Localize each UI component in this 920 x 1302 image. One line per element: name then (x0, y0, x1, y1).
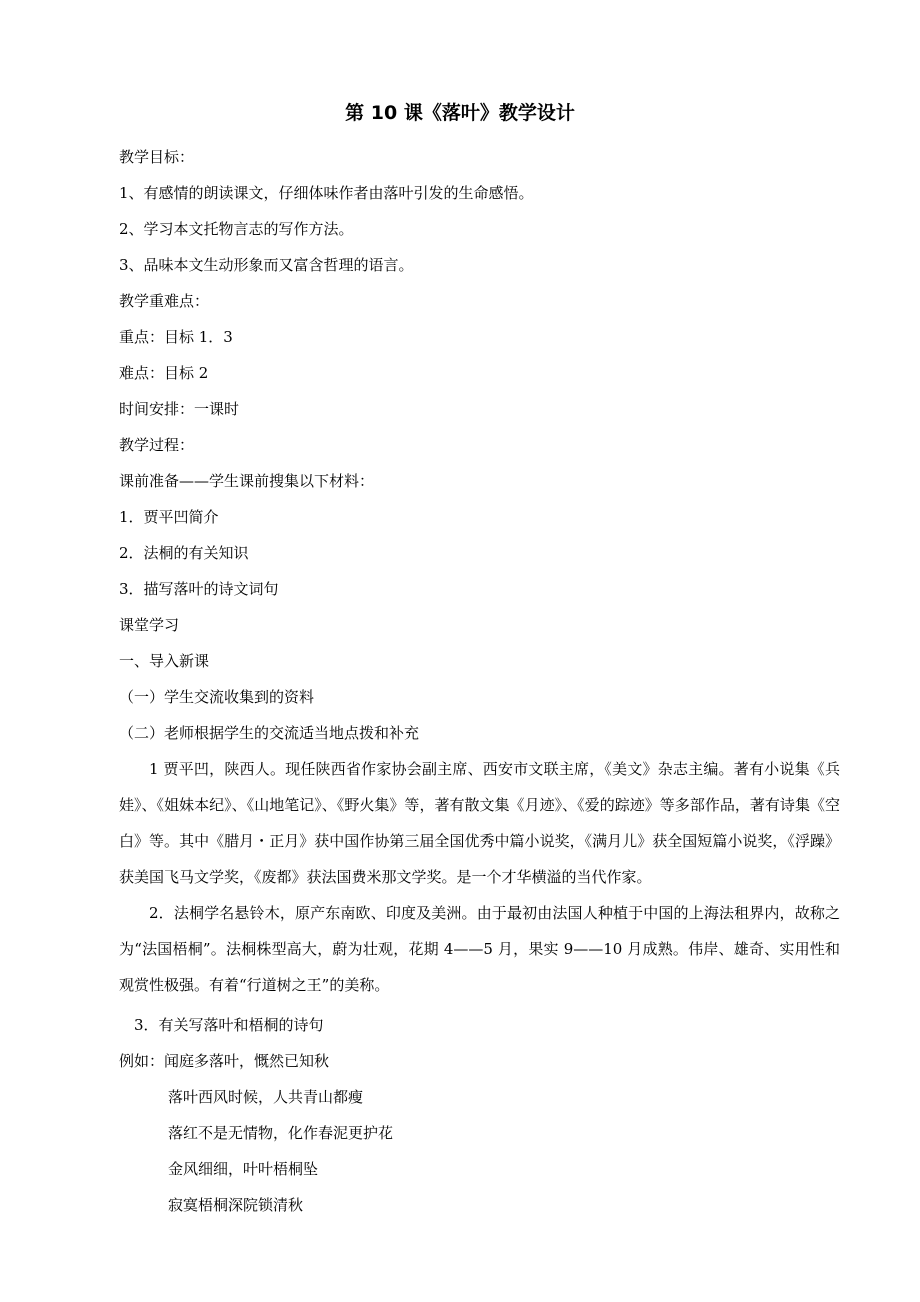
objective-item: 3、品味本文生动形象而又富含哲理的语言。 (119, 256, 414, 274)
poem-line: 落红不是无情物，化作春泥更护花 (168, 1124, 394, 1142)
key-point: 重点：目标 1．3 (119, 328, 233, 346)
poem-line: 寂寞梧桐深院锁清秋 (168, 1196, 304, 1214)
prep-item: 3．描写落叶的诗文词句 (119, 580, 279, 598)
class-study-heading: 课堂学习 (119, 616, 180, 634)
poem-line: 例如：闻庭多落叶，慨然已知秋 (119, 1052, 330, 1070)
author-paragraph: 1 贾平凹，陕西人。现任陕西省作家协会副主席、西安市文联主席，《美文》杂志主编。著有小说集《兵娃》、《姐妹本纪》、《山地笔记》、《野火集》等，著有散文集《月迹》、《爱的踪迹》等多部作品，著有诗集《空白》等。其中《腊月・正月》获中国作协第三届全国优秀中篇小说奖，《满月儿》获全国短篇小说奖，《浮躁》获美国飞马文学奖，《废都》获法国费米那文学奖。是一个才华横溢的当代作家。 (119, 760, 840, 886)
poem-line: 落叶西风时候，人共青山都瘦 (168, 1088, 364, 1106)
prep-item: 1．贾平凹简介 (119, 508, 219, 526)
schedule: 时间安排：一课时 (119, 400, 240, 418)
page-title: 第 10 课《落叶》教学设计 (345, 102, 575, 124)
prep-heading: 课前准备——学生课前搜集以下材料： (119, 472, 375, 490)
objective-item: 1、有感情的朗读课文，仔细体味作者由落叶引发的生命感悟。 (119, 184, 534, 202)
poem-line: 金风细细，叶叶梧桐坠 (168, 1160, 319, 1178)
process-heading: 教学过程： (119, 436, 195, 454)
subsection-heading: （一）学生交流收集到的资料 (119, 688, 315, 706)
key-points-heading: 教学重难点： (119, 292, 210, 310)
objective-item: 2、学习本文托物言志的写作方法。 (119, 220, 354, 238)
prep-item: 2．法桐的有关知识 (119, 544, 249, 562)
objectives-heading: 教学目标： (119, 148, 195, 166)
poem-heading: 3．有关写落叶和梧桐的诗句 (134, 1016, 324, 1034)
subsection-heading: （二）老师根据学生的交流适当地点拨和补充 (119, 724, 420, 742)
difficult-point: 难点：目标 2 (119, 364, 209, 382)
tree-paragraph: 2．法桐学名悬铃木，原产东南欧、印度及美洲。由于最初由法国人种植于中国的上海法租界内，故称之为“法国梧桐”。法桐株型高大，蔚为壮观，花期 4——5 月，果实 9——10 月成熟。伟岸、雄奇、实用性和观赏性极强。有着“行道树之王”的美称。 (119, 904, 840, 994)
section-heading: 一、导入新课 (119, 652, 210, 670)
